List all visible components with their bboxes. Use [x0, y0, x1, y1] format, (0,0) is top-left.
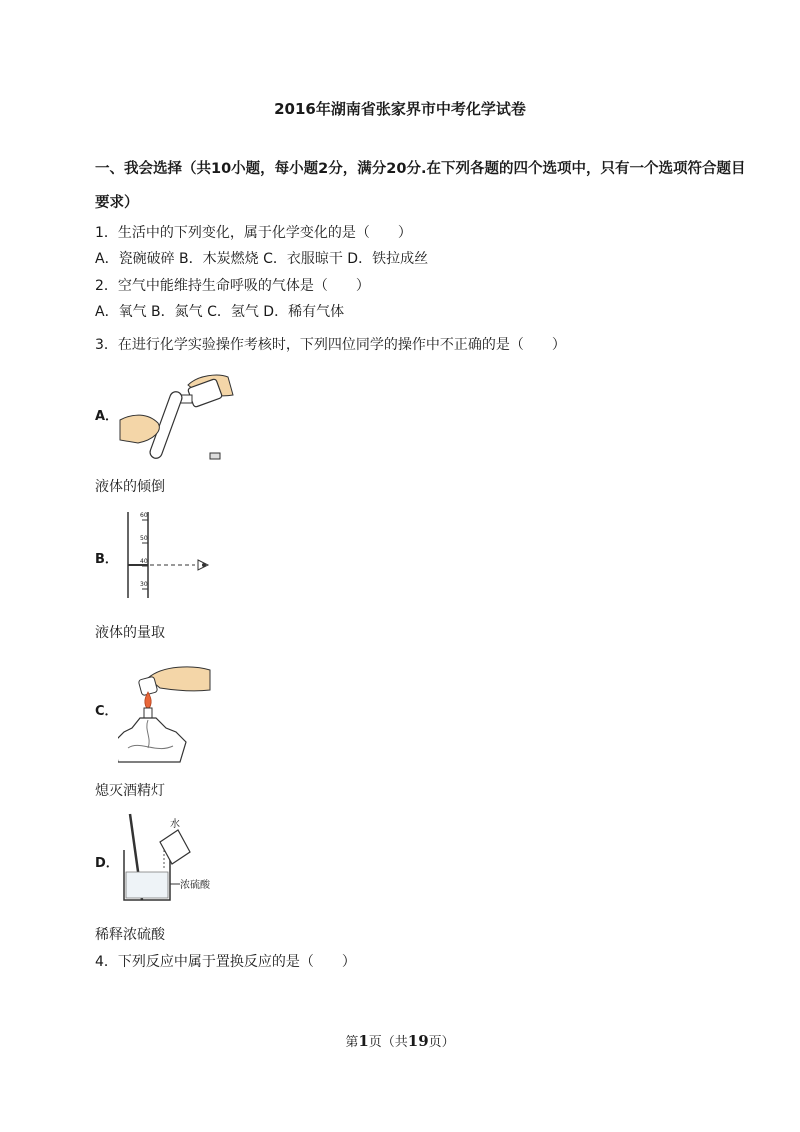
option-d-caption: 稀释浓硫酸 [95, 927, 165, 943]
option-b-letter: B． [95, 552, 118, 567]
footer-suffix: 页） [428, 1035, 455, 1050]
option-a-caption: 液体的倾倒 [95, 479, 165, 495]
acid-label: 浓硫酸 [180, 880, 210, 891]
liquid-pouring-figure [118, 365, 243, 465]
footer-prefix: 第 [345, 1035, 359, 1050]
section-heading-cont: 要求） [95, 195, 139, 211]
footer-page-number: 1 [358, 1032, 369, 1050]
cylinder-reading-figure [120, 510, 220, 600]
water-label: 水 [170, 819, 180, 830]
footer-total-pages: 19 [407, 1032, 429, 1050]
acid-dilution-figure [120, 812, 215, 907]
question-3-stem: 3．在进行化学实验操作考核时，下列四位同学的操作中不正确的是（ ） [95, 337, 566, 353]
question-2-stem: 2．空气中能维持生命呼吸的气体是（ ） [95, 278, 370, 294]
option-a-letter: A． [95, 409, 119, 424]
option-b-caption: 液体的量取 [95, 625, 165, 641]
question-4-stem: 4．下列反应中属于置换反应的是（ ） [95, 954, 356, 970]
scale-tick-40: 40 [140, 558, 148, 565]
option-c-letter: C． [95, 704, 118, 719]
option-d-letter: D． [95, 856, 119, 871]
section-heading: 一、我会选择（共10小题，每小题2分，满分20分.在下列各题的四个选项中，只有一个选项符合题目 [95, 161, 746, 177]
question-1-stem: 1．生活中的下列变化，属于化学变化的是（ ） [95, 225, 412, 241]
question-2-options: A．氧气 B．氮气 C．氢气 D．稀有气体 [95, 304, 345, 320]
scale-tick-60: 60 [140, 512, 148, 519]
scale-tick-50: 50 [140, 535, 148, 542]
page-title: 2016年湖南省张家界市中考化学试卷 [274, 100, 526, 118]
page-footer [0, 1031, 800, 1050]
alcohol-lamp-figure [118, 660, 213, 770]
footer-mid: 页（共 [368, 1035, 408, 1050]
scale-tick-30: 30 [140, 581, 148, 588]
option-c-caption: 熄灭酒精灯 [95, 783, 165, 799]
question-1-options: A．瓷碗破碎 B．木炭燃烧 C．衣服晾干 D．铁拉成丝 [95, 251, 429, 267]
